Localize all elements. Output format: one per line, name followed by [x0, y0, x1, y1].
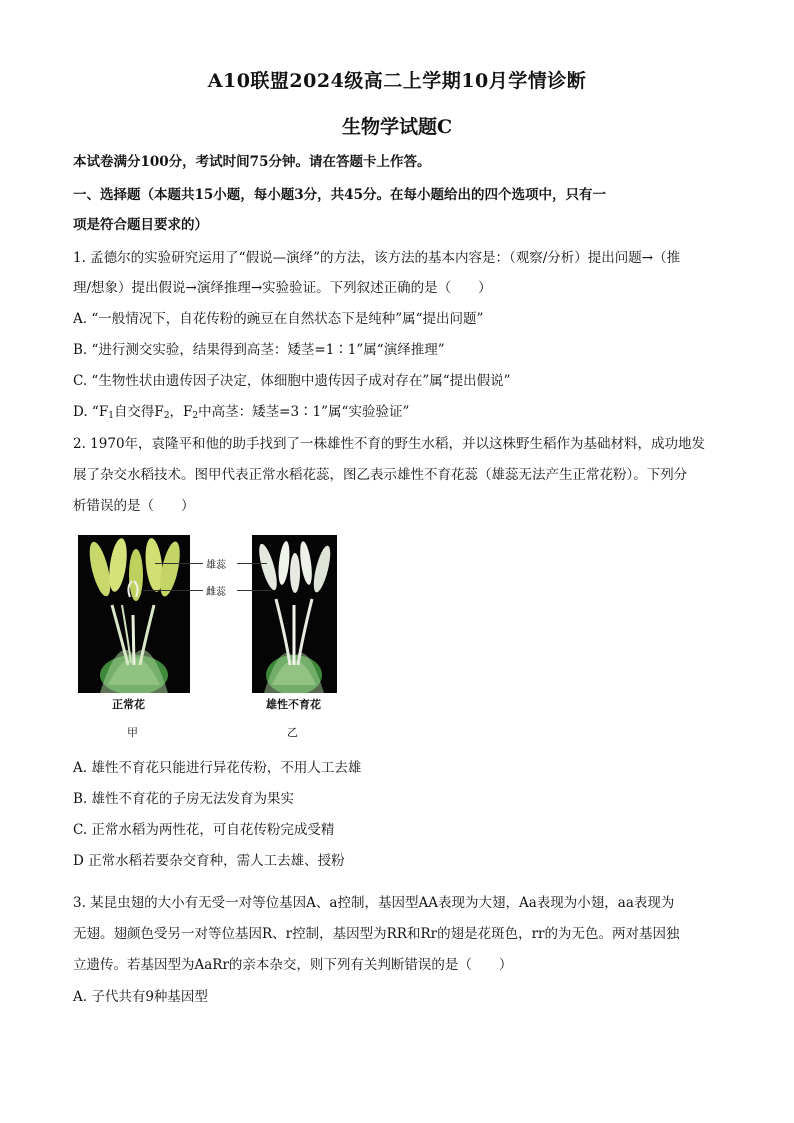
pistil-leader-line	[143, 590, 203, 591]
normal-flower-illustration	[78, 535, 190, 693]
sterile-flower-photo	[252, 535, 337, 693]
pistil-leader-line-right	[237, 590, 271, 591]
exam-subtitle: 生物学试题C	[341, 116, 453, 138]
q2-option-c: C. 正常水稻为两性花，可自花传粉完成受精	[73, 822, 335, 838]
stamen-leader-line	[155, 563, 203, 564]
q2-option-d: D 正常水稻若要杂交育种，需人工去雄、授粉	[73, 853, 345, 869]
q2-stem-line2: 展了杂交水稻技术。图甲代表正常水稻花蕊，图乙表示雄性不育花蕊（雄蕊无法产生正常花粉）。下列分	[73, 467, 688, 483]
normal-flower-caption: 正常花	[112, 698, 145, 711]
q1-option-d-sub2: 2	[163, 411, 170, 421]
q2-stem-line3: 析错误的是（ ）	[73, 498, 195, 514]
q1-option-d-part2: 自交得F	[113, 404, 164, 420]
q2-stem-line1: 2. 1970年，袁隆平和他的助手找到了一株雄性不育的野生水稻，并以这株野生稻作为基础材料，成功地发	[73, 436, 706, 452]
q3-stem-line1: 3. 某昆虫翅的大小有无受一对等位基因A、a控制，基因型AA表现为大翅，Aa表现为小翅，aa表现为	[73, 895, 675, 911]
figure-label-jia: 甲	[127, 726, 138, 739]
q1-option-d-part1: D. “F	[73, 404, 109, 420]
q1-option-a: A. “一般情况下，自花传粉的豌豆在自然状态下是纯种”属“提出问题”	[73, 311, 484, 327]
q3-option-a: A. 子代共有9种基因型	[73, 989, 208, 1005]
sterile-flower-illustration	[252, 535, 337, 693]
section-heading-line1: 一、选择题（本题共15小题，每小题3分，共45分。在每小题给出的四个选项中，只有一	[73, 187, 606, 203]
q3-stem-line3: 立遗传。若基因型为AaRr的亲本杂交，则下列有关判断错误的是（ ）	[73, 957, 513, 973]
q1-option-d-sub1: 1	[108, 411, 114, 421]
q1-option-b: B. “进行测交实验，结果得到高茎：矮茎=1∶1”属“演绎推理”	[73, 342, 445, 358]
q2-option-a: A. 雄性不育花只能进行异花传粉，不用人工去雄	[73, 760, 362, 776]
exam-instructions: 本试卷满分100分，考试时间75分钟。请在答题卡上作答。	[73, 154, 431, 170]
q3-stem-line2: 无翅。翅颜色受另一对等位基因R、r控制，基因型为RR和Rr的翅是花斑色，rr的为无色。两对基因独	[73, 926, 680, 942]
exam-title: A10联盟2024级高二上学期10月学情诊断	[207, 70, 587, 92]
section-heading-line2: 项是符合题目要求的）	[73, 217, 208, 233]
pistil-label: 雌蕊	[206, 587, 226, 598]
q1-stem-line2: 理/想象）提出假说→演绎推理→实验验证。下列叙述正确的是（ ）	[73, 280, 492, 296]
q1-option-d-part3: ，F	[169, 404, 193, 420]
figure-label-yi: 乙	[287, 726, 298, 739]
q1-option-d-sub3: 2	[192, 411, 199, 421]
stamen-label: 雄蕊	[206, 560, 226, 571]
q1-option-d-part4: 中高茎：矮茎=3∶1”属“实验验证”	[198, 404, 410, 420]
q1-stem-line1: 1. 孟德尔的实验研究运用了“假说—演绎”的方法，该方法的基本内容是：（观察/分析）提出问题→（推	[73, 250, 681, 266]
normal-flower-photo	[78, 535, 190, 693]
q2-option-b: B. 雄性不育花的子房无法发育为果实	[73, 791, 295, 807]
q1-option-c: C. “生物性状由遗传因子决定，体细胞中遗传因子成对存在”属“提出假说”	[73, 373, 511, 389]
stamen-leader-line-right	[237, 563, 267, 564]
sterile-flower-caption: 雄性不育花	[266, 698, 321, 711]
q1-option-d	[73, 400, 409, 421]
